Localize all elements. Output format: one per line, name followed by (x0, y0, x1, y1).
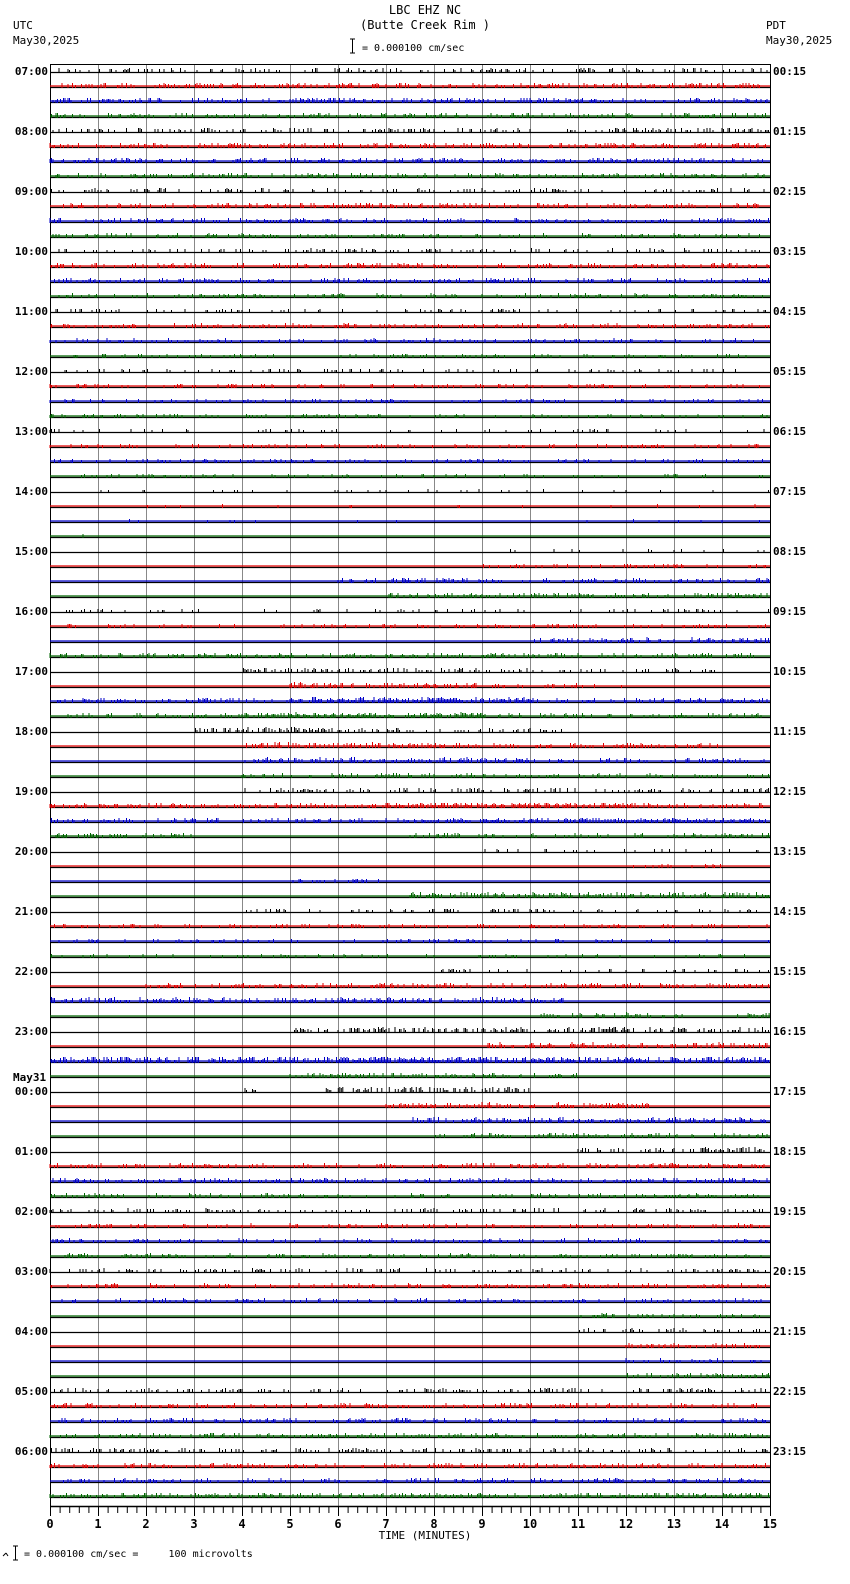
day-change-label: May31 (13, 1071, 47, 1084)
trace-row (50, 143, 770, 148)
trace-row (50, 803, 770, 808)
trace-row (50, 1102, 770, 1108)
time-axis (50, 1506, 771, 1516)
left-timezone-label: UTC (13, 19, 33, 32)
trace-row (50, 369, 770, 373)
trace-row (50, 1448, 770, 1453)
utc-hour-label: 19:00 (14, 785, 48, 798)
footer-scale-bar-icon (3, 1546, 18, 1560)
trace-row (50, 278, 770, 283)
trace-row (50, 98, 770, 103)
utc-hour-label: 07:00 (14, 65, 48, 78)
pdt-hour-label: 10:15 (773, 665, 807, 678)
x-tick-label: 9 (478, 1517, 486, 1531)
pdt-hour-label: 14:15 (773, 905, 807, 918)
pdt-hour-label: 07:15 (773, 485, 807, 498)
pdt-hour-label: 00:15 (773, 65, 807, 78)
footer-scale-note: = 0.000100 cm/sec = 100 microvolts (24, 1549, 253, 1560)
trace-row (50, 504, 770, 508)
trace-row (50, 969, 770, 973)
trace-row (50, 203, 770, 208)
trace-row (50, 727, 770, 733)
x-tick-label: 14 (714, 1517, 730, 1531)
trace-row (50, 1313, 770, 1318)
trace-row (50, 653, 770, 658)
pdt-hour-label: 04:15 (773, 305, 807, 318)
trace-row (50, 1418, 770, 1423)
pdt-hour-label: 16:15 (773, 1025, 807, 1038)
trace-row (50, 113, 770, 118)
trace-row (50, 1373, 770, 1378)
utc-hour-label: 12:00 (14, 365, 48, 378)
trace-row (50, 263, 770, 268)
trace-row (50, 128, 770, 133)
pdt-hour-label: 02:15 (773, 185, 807, 198)
trace-row (50, 399, 770, 403)
trace-row (50, 1012, 770, 1018)
utc-hour-label: 06:00 (14, 1445, 48, 1458)
trace-row (50, 534, 770, 538)
x-tick-label: 2 (142, 1517, 150, 1531)
trace-row (50, 668, 770, 673)
utc-hour-label: 11:00 (14, 305, 48, 318)
scale-legend: = 0.000100 cm/sec (362, 43, 465, 54)
trace-row (50, 833, 770, 838)
trace-row (50, 248, 770, 253)
x-tick-label: 5 (286, 1517, 294, 1531)
trace-row (50, 1298, 770, 1303)
trace-row (50, 818, 770, 823)
x-tick-label: 15 (762, 1517, 778, 1531)
utc-hour-label: 00:00 (14, 1085, 48, 1098)
pdt-hour-label: 03:15 (773, 245, 807, 258)
trace-row (50, 773, 770, 778)
trace-row (50, 1463, 770, 1468)
pdt-hour-label: 09:15 (773, 605, 807, 618)
trace-row (50, 1238, 770, 1243)
trace-row (50, 1253, 770, 1258)
trace-row (50, 489, 770, 493)
x-axis-label: TIME (MINUTES) (378, 1529, 472, 1542)
trace-row (50, 1027, 770, 1033)
utc-hour-label: 23:00 (14, 1025, 48, 1038)
station-subtitle: (Butte Creek Rim ) (359, 18, 491, 32)
utc-hour-label: 14:00 (14, 485, 48, 498)
utc-hour-label: 16:00 (14, 605, 48, 618)
trace-row (50, 459, 770, 463)
trace-row (50, 1208, 770, 1213)
trace-row (50, 983, 770, 988)
trace-row (50, 697, 770, 703)
utc-hour-label: 17:00 (14, 665, 48, 678)
x-tick-label: 11 (570, 1517, 586, 1531)
trace-row (50, 1388, 770, 1393)
utc-hour-label: 05:00 (14, 1385, 48, 1398)
scale-bar-icon (350, 39, 355, 53)
station-title: LBC EHZ NC (388, 3, 462, 17)
pdt-hour-label: 06:15 (773, 425, 807, 438)
right-timezone-label: PDT (766, 19, 786, 32)
trace-row (50, 1133, 770, 1138)
utc-hour-label: 01:00 (14, 1145, 48, 1158)
trace-row (50, 788, 770, 793)
trace-row (50, 414, 770, 418)
trace-row (50, 444, 770, 448)
trace-row (50, 158, 770, 163)
trace-row (50, 1223, 770, 1228)
pdt-hour-label: 11:15 (773, 725, 807, 738)
x-tick-label: 1 (94, 1517, 102, 1531)
trace-row (50, 519, 770, 523)
trace-row (50, 1117, 770, 1123)
trace-row (50, 1478, 770, 1483)
trace-row (50, 712, 770, 718)
utc-hour-label: 10:00 (14, 245, 48, 258)
x-tick-label: 12 (618, 1517, 634, 1531)
pdt-hour-label: 05:15 (773, 365, 807, 378)
x-tick-label: 3 (190, 1517, 198, 1531)
trace-row (50, 1433, 770, 1438)
x-tick-label: 13 (666, 1517, 682, 1531)
utc-hour-label: 04:00 (14, 1325, 48, 1338)
pdt-hour-label: 19:15 (773, 1205, 807, 1218)
trace-row (50, 233, 770, 238)
trace-row (50, 218, 770, 223)
pdt-hour-label: 01:15 (773, 125, 807, 138)
trace-row (50, 549, 770, 553)
trace-row (50, 849, 770, 853)
trace-row (50, 757, 770, 763)
pdt-hour-label: 22:15 (773, 1385, 807, 1398)
trace-row (50, 1268, 770, 1273)
trace-row (50, 879, 770, 883)
trace-row (50, 1493, 770, 1498)
trace-row (50, 68, 770, 73)
utc-hour-label: 18:00 (14, 725, 48, 738)
trace-row (50, 1328, 770, 1333)
pdt-hour-label: 12:15 (773, 785, 807, 798)
trace-row (50, 1343, 770, 1348)
trace-row (50, 564, 770, 568)
trace-row (50, 1193, 770, 1198)
trace-row (50, 1057, 770, 1063)
trace-row (50, 384, 770, 388)
pdt-hour-label: 21:15 (773, 1325, 807, 1338)
utc-hour-label: 13:00 (14, 425, 48, 438)
trace-row (50, 293, 770, 298)
utc-hour-label: 22:00 (14, 965, 48, 978)
trace-row (50, 1178, 770, 1183)
trace-row (50, 609, 770, 613)
trace-row (50, 429, 770, 433)
trace-row (50, 354, 770, 358)
seismic-traces (50, 68, 770, 1498)
trace-row (50, 1403, 770, 1408)
trace-row (50, 682, 770, 688)
trace-row (50, 1358, 770, 1363)
pdt-hour-label: 15:15 (773, 965, 807, 978)
trace-row (50, 1042, 770, 1048)
trace-row (50, 637, 770, 643)
trace-row (50, 864, 770, 868)
trace-row (50, 593, 770, 598)
utc-hour-label: 21:00 (14, 905, 48, 918)
utc-hour-label: 02:00 (14, 1205, 48, 1218)
trace-row (50, 939, 770, 943)
trace-row (50, 83, 770, 88)
utc-hour-label: 03:00 (14, 1265, 48, 1278)
utc-hour-label: 08:00 (14, 125, 48, 138)
trace-row (50, 188, 770, 193)
x-tick-label: 4 (238, 1517, 246, 1531)
trace-row (50, 997, 770, 1003)
trace-row (50, 1073, 770, 1078)
trace-row (50, 578, 770, 583)
utc-hour-label: 20:00 (14, 845, 48, 858)
trace-row (50, 173, 770, 178)
pdt-hour-label: 18:15 (773, 1145, 807, 1158)
trace-row (50, 924, 770, 928)
x-tick-label: 8 (430, 1517, 438, 1531)
trace-row (50, 909, 770, 913)
pdt-hour-label: 08:15 (773, 545, 807, 558)
trace-row (50, 954, 770, 958)
trace-row (50, 1163, 770, 1168)
trace-row (50, 742, 770, 748)
x-tick-label: 6 (334, 1517, 342, 1531)
trace-row (50, 1283, 770, 1288)
pdt-hour-label: 13:15 (773, 845, 807, 858)
trace-row (50, 474, 770, 478)
trace-row (50, 338, 770, 343)
trace-row (50, 323, 770, 328)
pdt-hour-label: 17:15 (773, 1085, 807, 1098)
utc-hour-label: 09:00 (14, 185, 48, 198)
trace-row (50, 1147, 770, 1153)
x-tick-label: 0 (46, 1517, 54, 1531)
left-date-label: May30,2025 (13, 34, 80, 47)
x-tick-label: 7 (382, 1517, 390, 1531)
trace-row (50, 892, 770, 898)
right-date-label: May30,2025 (766, 34, 833, 47)
trace-row (50, 624, 770, 628)
x-tick-label: 10 (522, 1517, 538, 1531)
utc-hour-label: 15:00 (14, 545, 48, 558)
pdt-hour-label: 23:15 (773, 1445, 807, 1458)
trace-row (50, 309, 770, 313)
trace-row (50, 1087, 770, 1093)
pdt-hour-label: 20:15 (773, 1265, 807, 1278)
